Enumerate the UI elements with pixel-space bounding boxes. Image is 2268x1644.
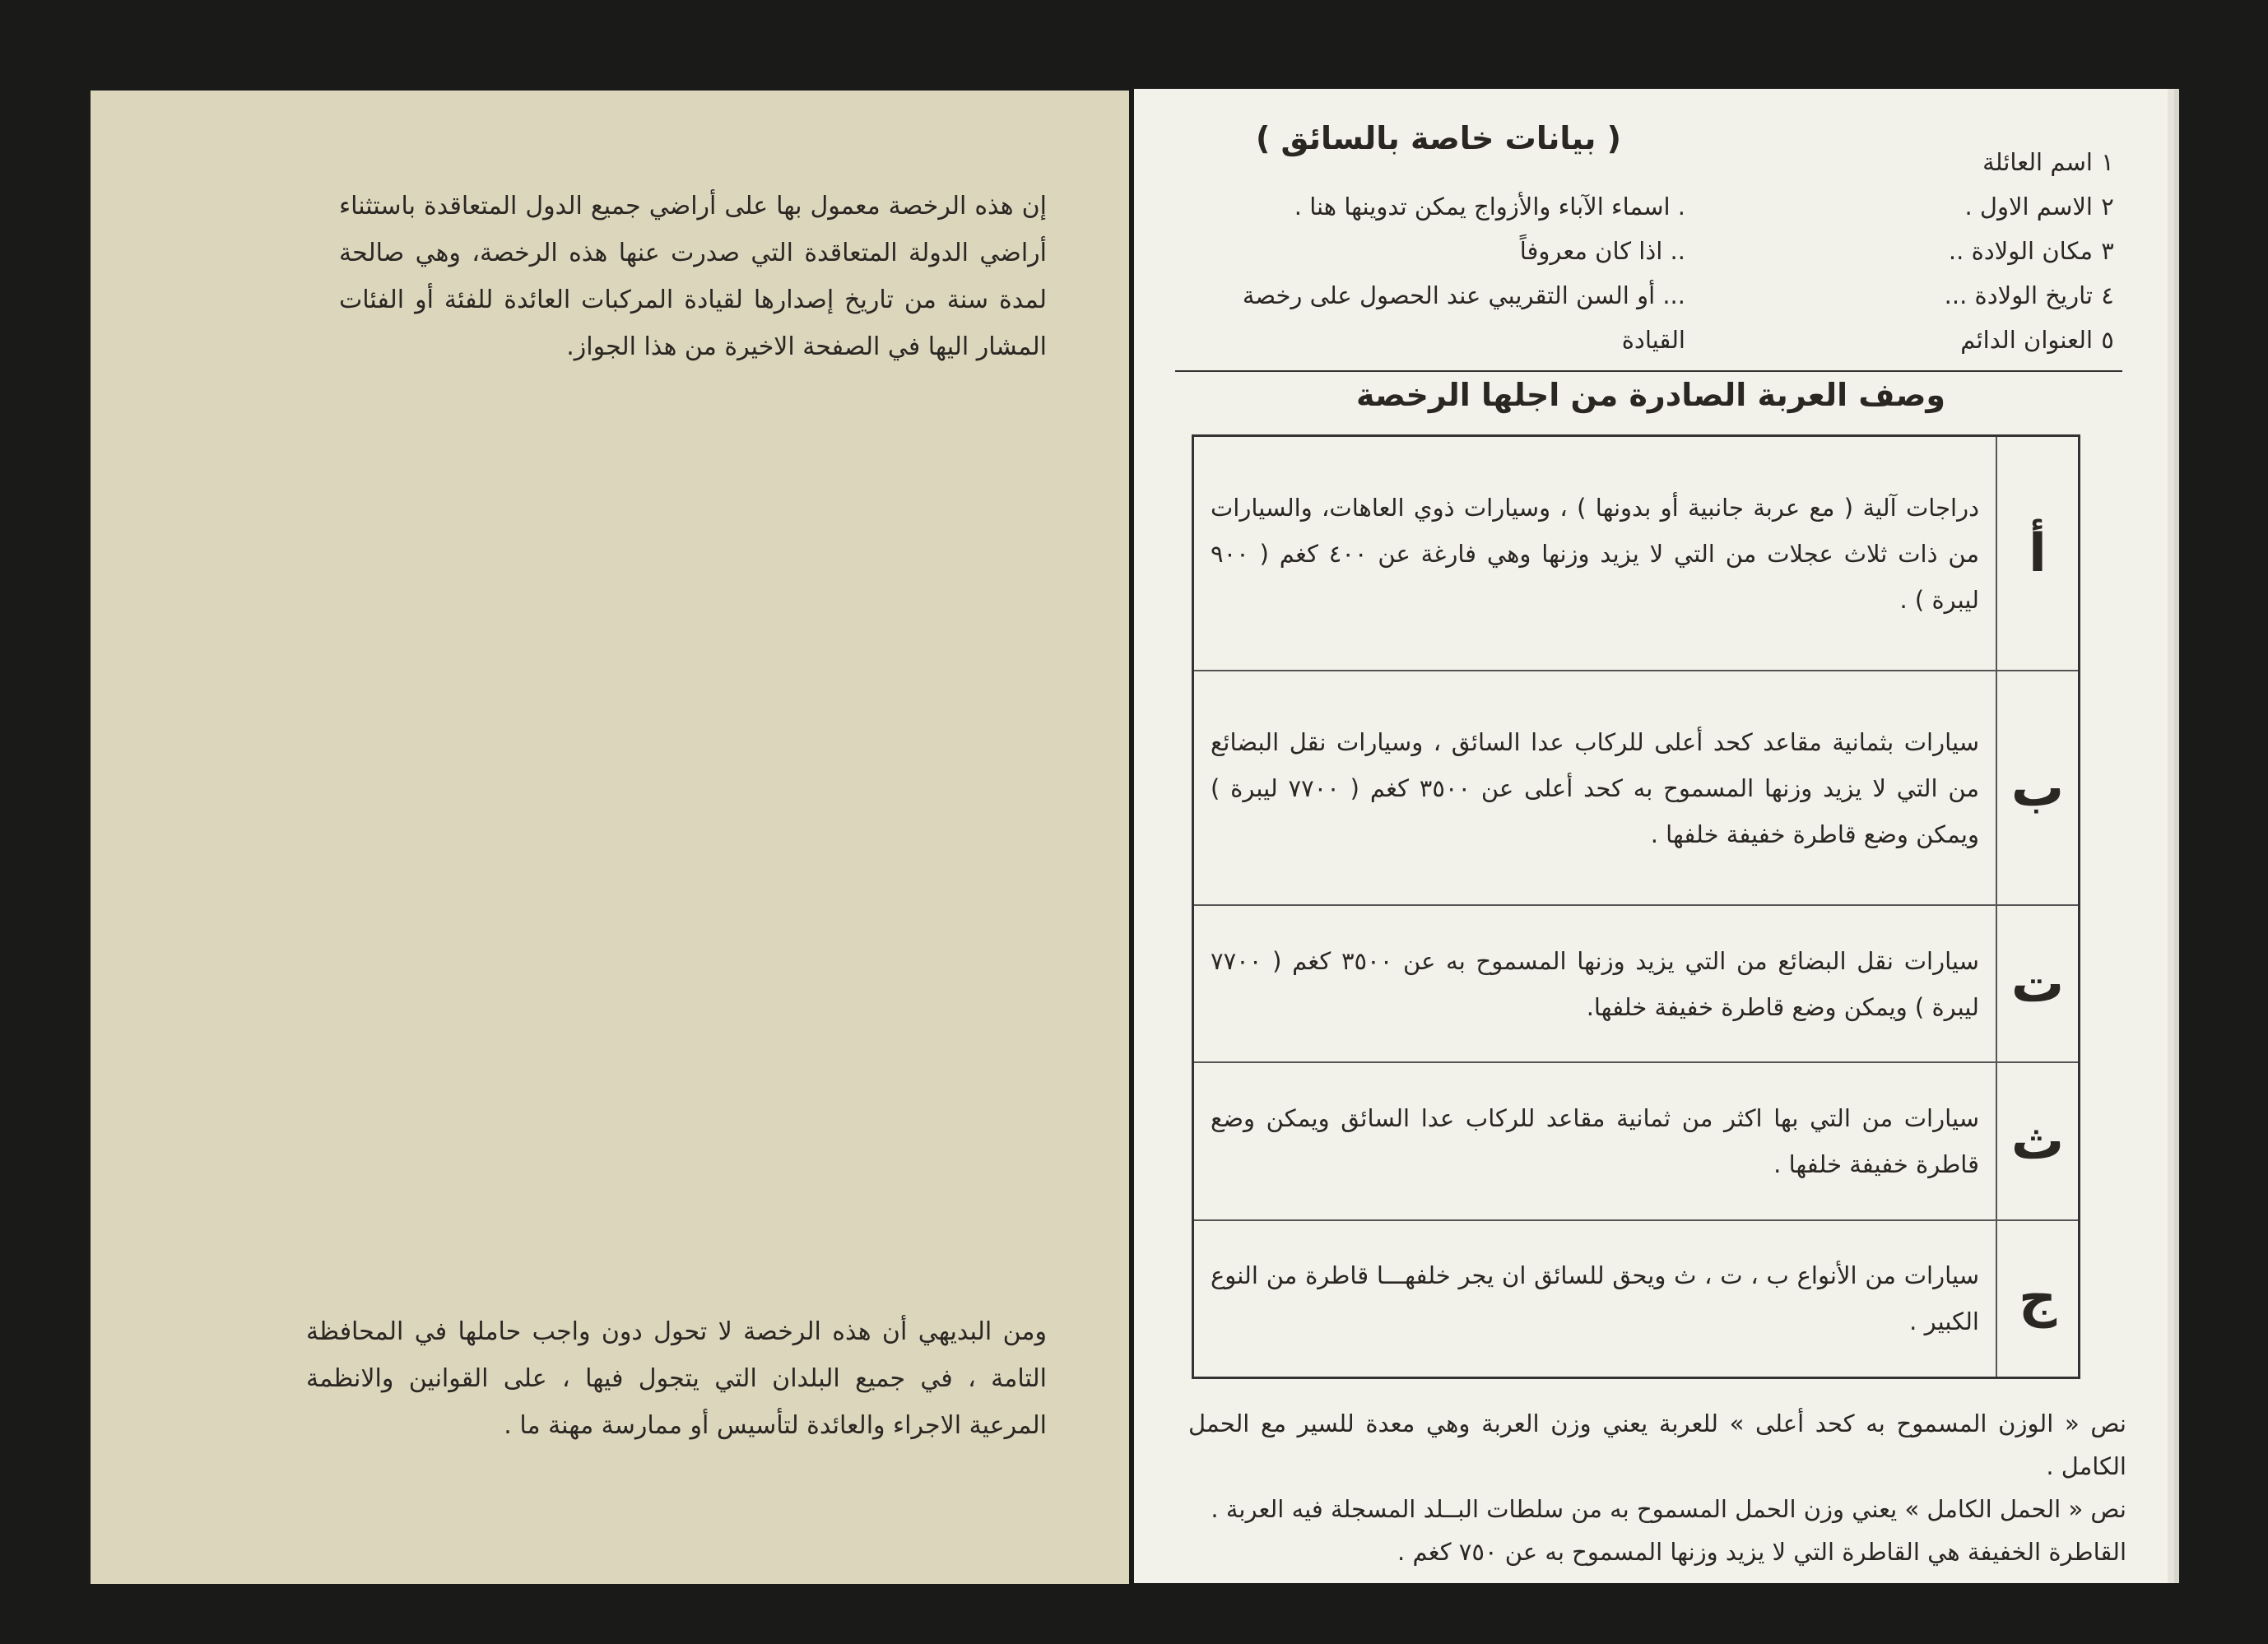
- driver-field-family-name: [1694, 140, 2122, 184]
- field-label: اسم العائلة: [1982, 148, 2093, 176]
- footnotes: [1188, 1402, 2126, 1573]
- driver-fields-list: [1694, 140, 2122, 362]
- footnote: نص « الحمل الكامل » يعني وزن الحمل المسموح به من سلطات البــلد المسجلة فيه العربة .: [1211, 1495, 2126, 1523]
- driver-note: ... أو السن التقريبي عند الحصول على رخصة: [1242, 281, 1685, 309]
- category-letter: ب: [1996, 671, 2080, 905]
- section-divider: [1175, 370, 2122, 372]
- category-description: سيارات من الأنواع ب ، ت ، ث ويحق للسائق ان يجر خلفهـــا قاطرة من النوع الكبير .: [1211, 1261, 1979, 1336]
- field-number: ١: [2101, 148, 2114, 176]
- driver-field-birthplace: [1694, 229, 2122, 273]
- driver-note: . اسماء الآباء والأزواج يمكن تدوينها هنا .: [1294, 193, 1685, 221]
- footnote: نص « الوزن المسموح به كحد أعلى » للعربة يعني وزن العربة وهي معدة للسير مع الحمل الكامل .: [1188, 1409, 2126, 1480]
- driver-section-title: ( بيانات خاصة بالسائق ): [1255, 120, 1622, 156]
- driver-notes-list: [1183, 184, 1685, 362]
- field-label: مكان الولادة ..: [1948, 237, 2093, 265]
- vehicle-category-table: [1192, 434, 2080, 1379]
- category-description: سيارات من التي بها اكثر من ثمانية مقاعد للركاب عدا السائق ويمكن وضع قاطرة خفيفة خلفها .: [1193, 1062, 1997, 1219]
- driver-note: القيادة: [1621, 326, 1685, 354]
- category-row: [1193, 671, 2080, 905]
- category-description: سيارات بثمانية مقاعد كحد أعلى للركاب عدا السائق ، وسيارات نقل البضائع من التي لا يزيد وزنها المسموح به كحد أعلى عن ٣٥٠٠ كغم ( ٧٧٠٠ ليبرة ) ويمكن وضع قاطرة خفيفة خلفها .: [1193, 671, 1997, 905]
- category-row: [1193, 1062, 2080, 1219]
- driver-note: .. اذا كان معروفاً: [1519, 237, 1685, 265]
- field-number: ٣: [2101, 237, 2114, 265]
- field-label: تاريخ الولادة ...: [1944, 281, 2093, 309]
- category-row: [1193, 1220, 2080, 1378]
- field-number: ٢: [2101, 193, 2114, 221]
- driver-field-address: [1694, 318, 2122, 362]
- driver-field-first-name: [1694, 184, 2122, 229]
- category-row: [1193, 905, 2080, 1062]
- category-letter: ج: [1996, 1220, 2080, 1378]
- field-number: ٤: [2101, 281, 2114, 309]
- field-label: الاسم الاول .: [1964, 193, 2093, 221]
- category-description: دراجات آلية ( مع عربة جانبية أو بدونها ) ، وسيارات ذوي العاهات، والسيارات من ذات ثلاث عجلات من التي لا يزيد وزنها وهي فارغة عن ٤٠٠ كغم ( ٩٠٠ ليبرة ) .: [1193, 436, 1997, 671]
- vehicle-section-title: وصف العربة الصادرة من اجلها الرخصة: [1355, 377, 1946, 413]
- category-letter: ث: [1996, 1062, 2080, 1219]
- field-number: ٥: [2101, 326, 2114, 354]
- driver-field-birthdate: [1694, 273, 2122, 318]
- field-label: العنوان الدائم: [1960, 326, 2093, 354]
- footnote: القاطرة الخفيفة هي القاطرة التي لا يزيد وزنها المسموح به عن ٧٥٠ كغم .: [1397, 1538, 2126, 1566]
- left-page: [91, 91, 1129, 1584]
- category-description: سيارات نقل البضائع من التي يزيد وزنها المسموح به عن ٣٥٠٠ كغم ( ٧٧٠٠ ليبرة ) ويمكن وضع قاطرة خفيفة خلفها.: [1193, 905, 1997, 1062]
- category-row: [1193, 436, 2080, 671]
- category-letter: ت: [1996, 905, 2080, 1062]
- obligations-paragraph: ومن البديهي أن هذه الرخصة لا تحول دون واجب حاملها في المحافظة التامة ، في جميع البلدان التي يتجول فيها ، على القوانين والانظمة المرعية الاجراء والعائدة لتأسيس أو ممارسة مهنة ما .: [306, 1317, 1047, 1440]
- category-letter: أ: [1996, 436, 2080, 671]
- right-page: [1134, 89, 2168, 1583]
- validity-paragraph: إن هذه الرخصة معمول بها على أراضي جميع الدول المتعاقدة باستثناء أراضي الدولة المتعاقدة التي صدرت عنها هذه الرخصة، وهي صالحة لمدة سنة من تاريخ إصدارها لقيادة المركبات العائدة للفئة أو الفئات المشار اليها في الصفحة الاخيرة من هذا الجواز.: [339, 192, 1047, 361]
